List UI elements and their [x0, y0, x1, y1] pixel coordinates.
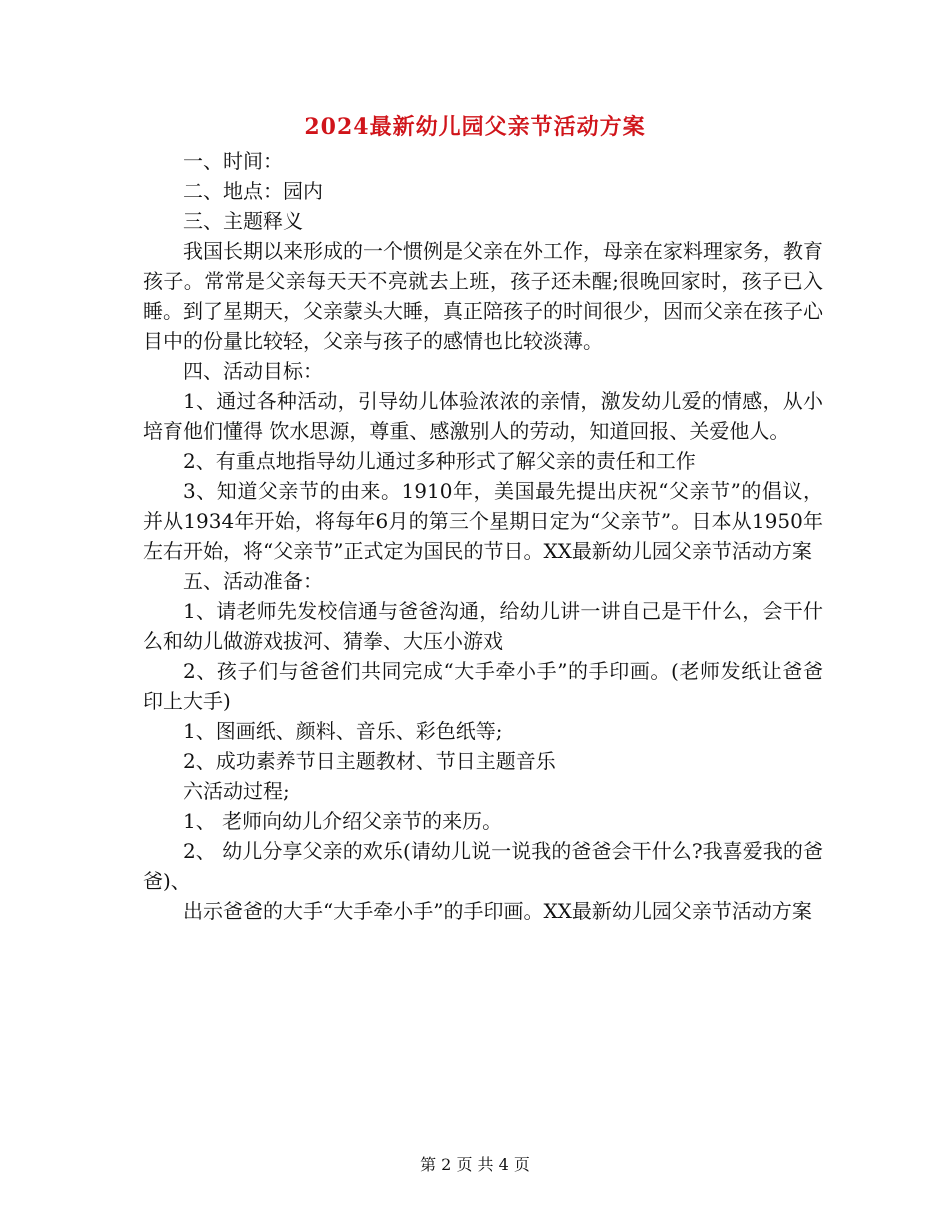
- paragraph: 3、知道父亲节的由来。1910年，美国最先提出庆祝“父亲节”的倡议，并从1934年开始，将每年6月的第三个星期日定为“父亲节”。日本从1950年左右开始，将“父亲节”正式定为国民的节日。XX最新幼儿园父亲节活动方案: [143, 479, 823, 563]
- paragraph: 出示爸爸的大手“大手牵小手”的手印画。XX最新幼儿园父亲节活动方案: [183, 899, 812, 923]
- document-title: 2024最新幼儿园父亲节活动方案: [304, 114, 646, 140]
- paragraph: 2、 幼儿分享父亲的欢乐(请幼儿说一说我的爸爸会干什么?我喜爱我的爸爸)、: [143, 839, 823, 893]
- paragraph: 1、 老师向幼儿介绍父亲节的来历。: [183, 809, 503, 833]
- paragraph: 1、通过各种活动，引导幼儿体验浓浓的亲情，激发幼儿爱的情感，从小培育他们懂得 饮水思源，尊重、感激别人的劳动，知道回报、关爱他人。: [143, 389, 823, 443]
- paragraph: 1、请老师先发校信通与爸爸沟通，给幼儿讲一讲自己是干什么，会干什么和幼儿做游戏拔河、猜拳、大压小游戏: [143, 599, 823, 653]
- document-body: [143, 146, 823, 926]
- paragraph: 2、成功素养节日主题教材、节日主题音乐: [183, 749, 556, 773]
- page-number-footer: 第 2 页 共 4 页: [420, 1155, 530, 1174]
- paragraph: 2、孩子们与爸爸们共同完成“大手牵小手”的手印画。(老师发纸让爸爸印上大手): [143, 659, 823, 713]
- paragraph: 四、活动目标：: [183, 359, 323, 383]
- paragraph: 1、图画纸、颜料、音乐、彩色纸等;: [183, 719, 503, 743]
- paragraph: 二、地点：园内: [183, 179, 323, 203]
- paragraph: 六活动过程;: [183, 779, 290, 803]
- paragraph: 三、主题释义: [183, 209, 303, 233]
- paragraph: 我国长期以来形成的一个惯例是父亲在外工作，母亲在家料理家务，教育孩子。常常是父亲每天天不亮就去上班，孩子还未醒;很晚回家时，孩子已入睡。到了星期天，父亲蒙头大睡，真正陪孩子的时间很少，因而父亲在孩子心目中的份量比较轻，父亲与孩子的感情也比较淡薄。: [143, 239, 823, 353]
- paragraph: 2、有重点地指导幼儿通过多种形式了解父亲的责任和工作: [183, 449, 696, 473]
- paragraph: 一、时间：: [183, 149, 283, 173]
- paragraph: 五、活动准备：: [183, 569, 323, 593]
